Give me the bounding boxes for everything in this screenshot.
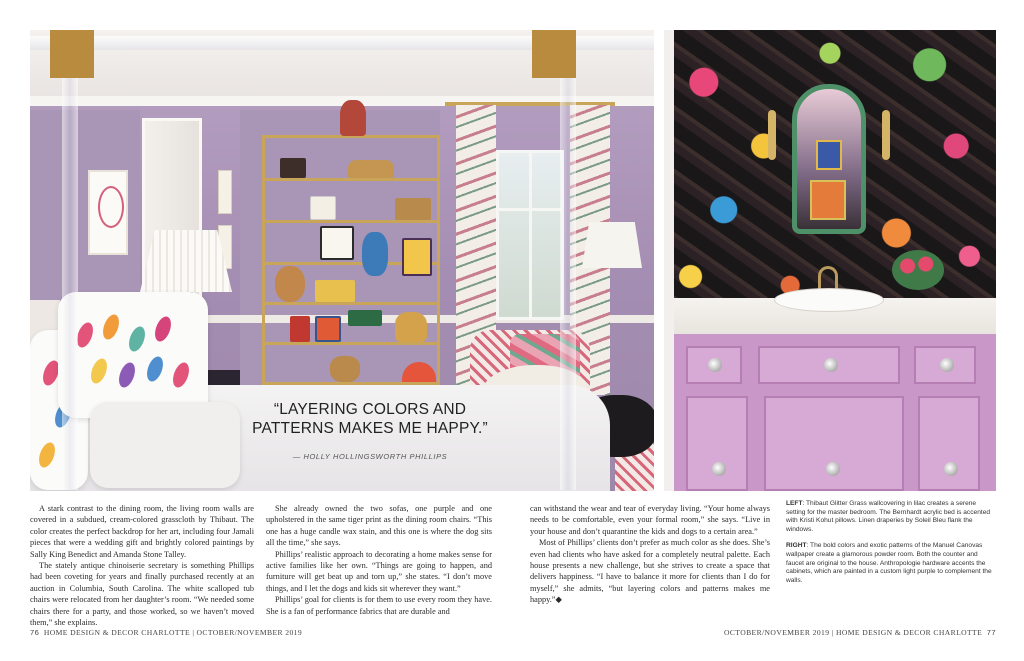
door-knob xyxy=(826,462,840,476)
shelf-board xyxy=(262,302,440,305)
shelf-frame xyxy=(320,226,354,260)
photo-captions xyxy=(786,500,996,593)
pillow-monogram xyxy=(90,402,240,488)
drawer-knob xyxy=(708,358,722,372)
caption-lead: RIGHT xyxy=(786,542,807,550)
cabinet-door xyxy=(686,396,748,491)
article-column-3 xyxy=(530,503,770,606)
article-column-2 xyxy=(266,503,492,617)
article-paragraph: Phillips’ goal for clients is for them to use every room they have. She is a fan of performance fabrics that are durable and xyxy=(266,595,492,616)
shelf-board xyxy=(262,342,440,345)
cabinet-door xyxy=(764,396,904,491)
door-knob xyxy=(944,462,958,476)
shelf-art xyxy=(310,196,336,220)
shelf-box xyxy=(315,280,355,302)
brass-bracket xyxy=(532,30,576,78)
article-column-1 xyxy=(30,503,254,628)
folio-text: OCTOBER/NOVEMBER 2019 | HOME DESIGN & DECOR CHARLOTTE xyxy=(723,628,983,637)
shelf-doll xyxy=(340,100,366,136)
drawer-knob xyxy=(824,358,838,372)
folio-left xyxy=(30,628,302,637)
shelf-bag xyxy=(395,312,427,342)
page-number: 76 xyxy=(30,628,40,637)
shelf-boots xyxy=(280,158,306,178)
shelf-face-painting xyxy=(402,238,432,276)
shelf-basket xyxy=(395,198,431,220)
caption-text: : The bold colors and exotic patterns of the Manuel Canovas wallpaper create a glamorous powder room. Both the counter and faucet are original to the house. Anthropologie hardware accents the cabinets, which are painted in a custom light purple to complement the walls. xyxy=(786,542,992,584)
caption-right xyxy=(786,542,996,585)
shelf-car xyxy=(348,160,394,178)
caption-left xyxy=(786,500,996,534)
shelf-book xyxy=(290,316,310,342)
shelf-board xyxy=(262,220,440,223)
article-paragraph: Phillips’ realistic approach to decorating a home makes sense for active families like her own. “Things are going to happen, and furniture will get beat up and torn up,” she states. “I don’t move things, and I let the dogs and kids sit wherever they want.” xyxy=(266,549,492,593)
pull-quote: “LAYERING COLORS AND PATTERNS MAKES ME HAPPY.” xyxy=(252,401,488,437)
pillow-dotted xyxy=(58,292,208,418)
reflected-art xyxy=(810,180,846,220)
reflected-art xyxy=(816,140,842,170)
caption-text: : Thibaut Glitter Grass wallcovering in lilac creates a serene setting for the master bedroom. The Bernhardt acrylic bed is accented with Kristi Kohut pillows. Linen draperies by Soleil Bleu flank the windows. xyxy=(786,500,991,533)
window xyxy=(496,150,564,320)
shelf-board xyxy=(262,178,440,181)
article-paragraph: can withstand the wear and tear of everyday living. “Your home always needs to be comfortable, even your formal room,” she says. “Live in your house and don’t quarantine the kids and dogs to a certain area.” xyxy=(530,504,770,536)
article-paragraph: Most of Phillips’ clients don’t prefer as much color as she does. She’s even had clients who have asked for a completely neutral palette. Each house presents a new challenge, but she strives to create a space that delivers happiness. “I have to balance it more for clients than I do for myself,” she admits, “but layering colors and patterns makes me happy.”◆ xyxy=(530,538,770,605)
pull-quote-attribution: — HOLLY HOLLINGSWORTH PHILLIPS xyxy=(292,452,448,461)
folio-text: HOME DESIGN & DECOR CHARLOTTE | OCTOBER/NOVEMBER 2019 xyxy=(43,628,303,637)
door-frame xyxy=(664,30,674,491)
brass-sconce xyxy=(882,110,890,160)
small-framed-art xyxy=(218,170,232,214)
brass-bracket xyxy=(50,30,94,78)
door-knob xyxy=(712,462,726,476)
article-paragraph: She already owned the two sofas, one purple and one upholstered in the same tiger print as the dining room chairs. “This one has a huge candle wax stain, and this one is where the dog sits all the time,” she says. xyxy=(266,504,492,548)
pleated-lamp-shade xyxy=(140,230,232,292)
article-paragraph: The stately antique chinoiserie secretary is something Phillips had been coveting for years and finally purchased recently at an auction in Columbia, South Carolina. The white scalloped tub chairs were relocated from her daughter’s room. “We needed some chairs there for a party, and those worked, so we haven’t moved them,” she explains. xyxy=(30,561,254,628)
shelf-elephant xyxy=(275,266,305,302)
acrylic-bed-post xyxy=(560,50,576,490)
cabinet-door xyxy=(918,396,980,491)
acrylic-bed-post xyxy=(62,50,78,490)
sink-basin xyxy=(774,288,884,312)
bedroom-photo xyxy=(30,30,654,491)
shelf-pot xyxy=(330,356,360,382)
pull-quote-block xyxy=(245,400,495,461)
page-number: 77 xyxy=(986,628,996,637)
shelf-sign xyxy=(348,310,382,326)
drawer-knob xyxy=(940,358,954,372)
folio-right xyxy=(724,628,996,637)
framed-face-art xyxy=(88,170,128,255)
shelf-tile xyxy=(315,316,341,342)
powder-room-photo xyxy=(664,30,996,491)
article-paragraph: A stark contrast to the dining room, the living room walls are covered in a subdued, cream-colored grasscloth by Thibaut. The color creates the perfect backdrop for her art, including four Jamali pieces that were a wedding gift and brightly colored paintings by Sally King Benedict and Amanda Stone Talley. xyxy=(30,504,254,559)
shelf-mask xyxy=(362,232,388,276)
brass-sconce xyxy=(768,110,776,160)
flower-arrangement xyxy=(892,250,944,290)
lamp-shade-right xyxy=(582,222,642,268)
caption-lead: LEFT xyxy=(786,500,803,507)
